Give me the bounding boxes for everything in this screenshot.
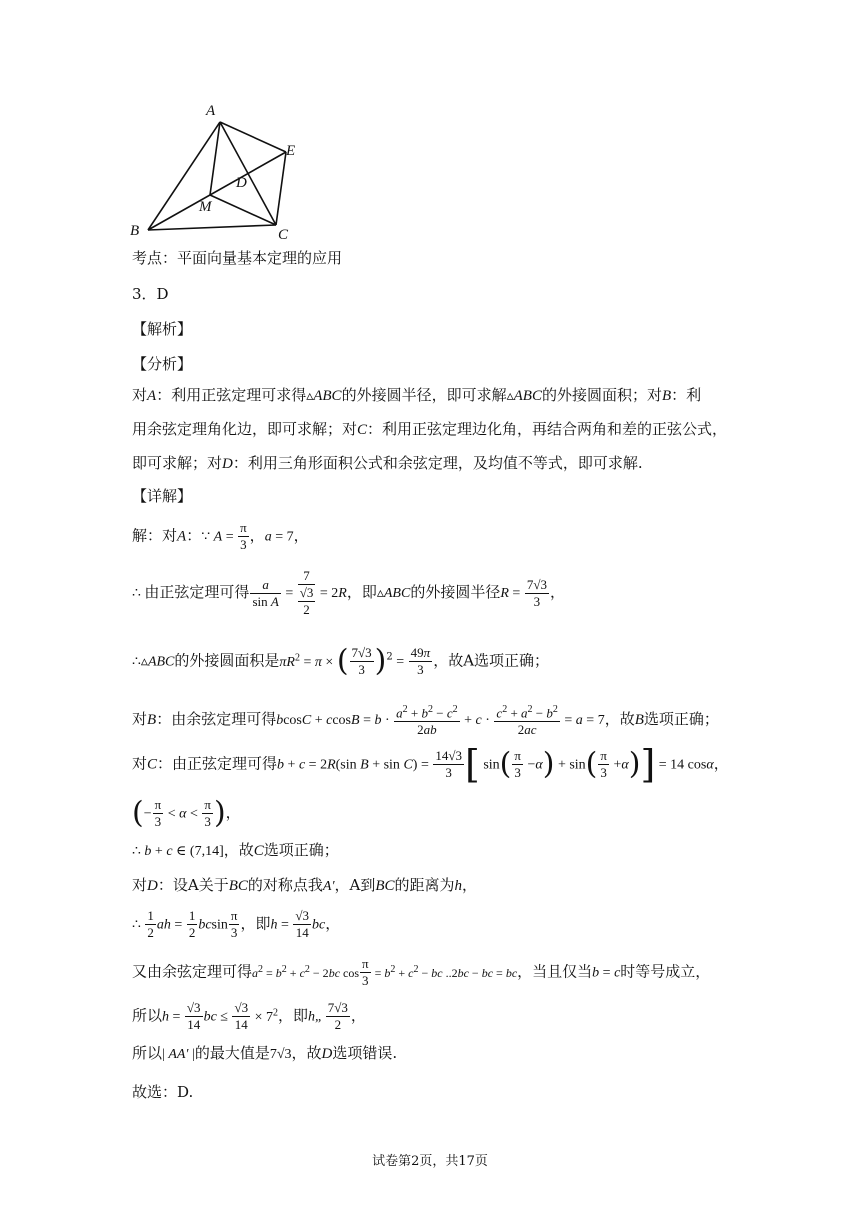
label-C: C (278, 227, 289, 243)
solution-line-8: 对D：设A关于BC的对称点我A′，A到BC的距离为h， (132, 876, 478, 894)
kaodian: 考点：平面向量基本定理的应用 (132, 249, 343, 267)
solution-line-3: ∴▵ABC的外接圆面积是$\pi R^2 = \pi$ × ( $\frac{7√3}{3}$ )$^2$ = $\frac{49\pi}{3}$ ，故A选项正确； (132, 643, 550, 679)
jiexi-heading: 【解析】 (132, 320, 193, 338)
fenxi-heading: 【分析】 (132, 355, 193, 373)
solution-line-2: ∴ 由正弦定理可得 $\frac{a}{\text{sin A}}$ = 7 √3 2 = 2R，即▵ABC的外接圆半径R = $\frac{7√3}{3}$ ， (132, 568, 565, 617)
solution-line-6: (− $\frac{\pi}{3}$ < α < $\frac{\pi}{3}$ )， (132, 795, 241, 831)
page-footer: 试卷第2页，共17页 (372, 1154, 488, 1169)
solution-conclusion: 故选：D. (132, 1083, 194, 1101)
question-number: 3．D (132, 285, 169, 303)
solution-line-11: 所以h = $\frac{√3}{14}$ bc ≤ $\frac{√3}{14}$ × $7^2$，即h„ $\frac{7√3}{2}$ ， (132, 1000, 366, 1032)
analysis-line-2: 用余弦定理角化边，即可求解；对C：利用正弦定理边化角，再结合两角和差的正弦公式， (132, 420, 728, 438)
solution-line-4: 对B：由余弦定理可得bcosC + ccosB = b · $\frac{a^2 + b^2 - c^2}{2ab}$ + c · $\frac{c^2 + a^2 - b^2}{2ac}$ = a = 7，故B选项正确； (132, 704, 719, 738)
solution-line-10: 又由余弦定理可得$a^2 = b^2 + c^2 - 2bc$ cos $\frac{\pi}{3}$ = $b^2 + c^2$ − bc ..2bc − bc = bc，当且仅当b = c时等号成立， (132, 956, 711, 988)
label-E: E (286, 143, 296, 159)
solution-line-12: 所以| AA′ |的最大值是7√3，故D选项错误. (132, 1044, 398, 1062)
label-D: D (236, 175, 247, 191)
analysis-line-1: 对A：利用正弦定理可求得▵ABC的外接圆半径，即可求解▵ABC的外接圆面积；对B：利 (132, 386, 702, 404)
label-B: B (130, 223, 140, 239)
label-A: A (206, 103, 216, 119)
analysis-line-3: 即可求解；对D：利用三角形面积公式和余弦定理，及均值不等式，即可求解. (132, 454, 643, 472)
solution-line-9: ∴ $\frac{1}{2}$ ah = $\frac{1}{2}$ bcsin $\frac{\pi}{3}$ ，即h = $\frac{√3}{14}$ bc， (132, 908, 341, 940)
solution-line-5: 对C：由正弦定理可得b + c = 2R(sin B + sin C) = $\frac{14√3}{3}$ [ sin( $\frac{\pi}{3}$ −α) + sin( $\frac{\pi}{3}$ +α)] = 14 cosα， (132, 742, 729, 787)
solution-line-1: 解：对A：∵ A = $\frac{\pi}{3}$ ，a = 7， (132, 520, 309, 552)
geometry-figure (120, 95, 320, 245)
label-M: M (199, 199, 212, 215)
xiangjie-heading: 【详解】 (132, 487, 193, 505)
solution-line-7: ∴ b + c ∈ (7,14]，故C选项正确； (132, 841, 339, 859)
